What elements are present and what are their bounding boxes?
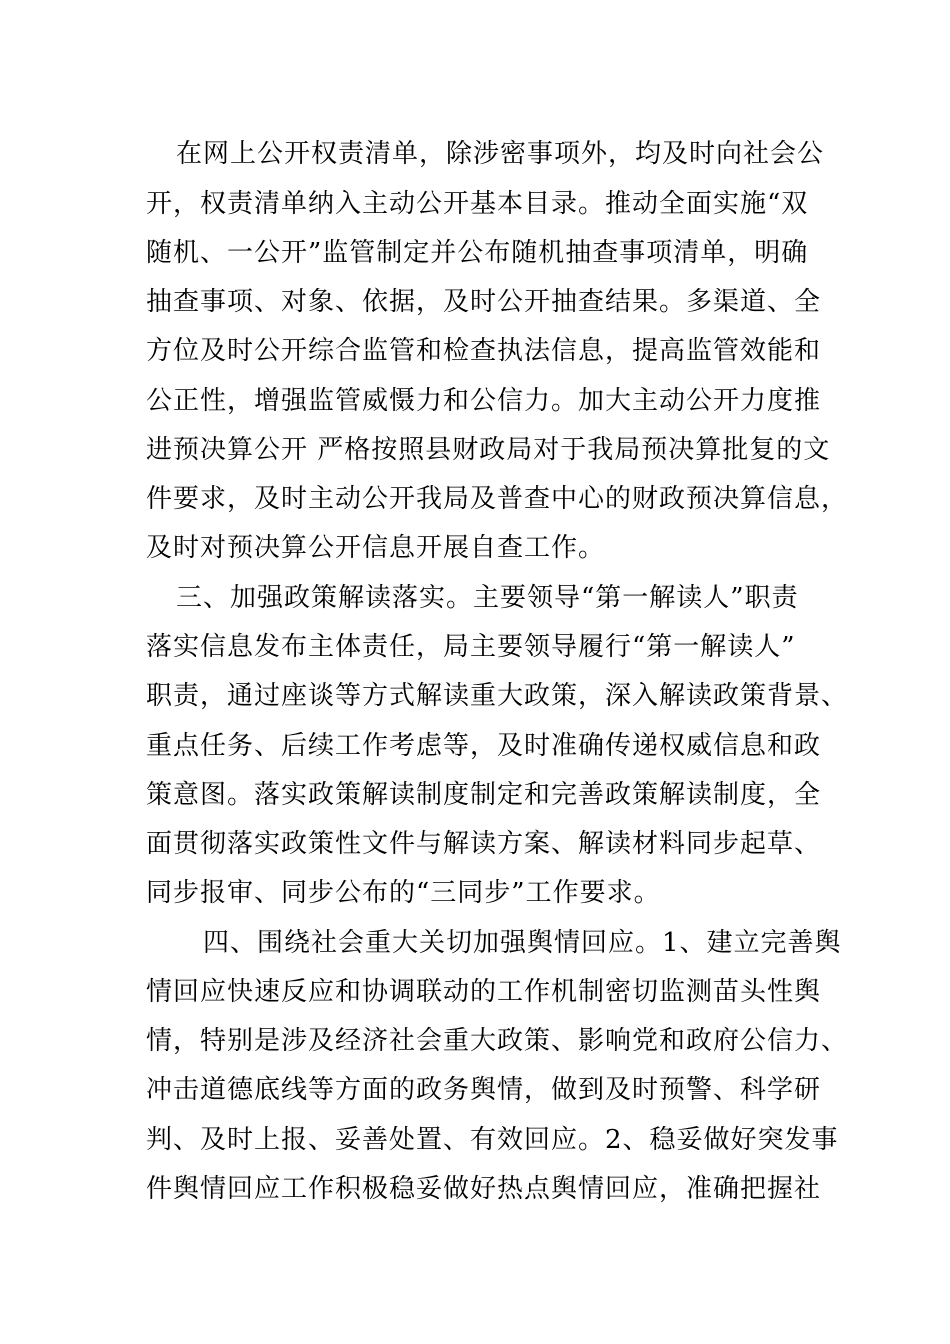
- text-line: 判、及时上报、妥善处置、有效回应。2、稳妥做好突发事: [146, 1125, 839, 1155]
- text-line: 三、加强政策解读落实。主要领导“第一解读人”职责: [176, 583, 799, 613]
- text-line: 四、围绕社会重大关切加强舆情回应。1、建立完善舆: [203, 928, 842, 958]
- text-line: 同步报审、同步公布的“三同步”工作要求。: [146, 878, 661, 908]
- text-line: 职责，通过座谈等方式解读重大政策，深入解读政策背景、: [146, 681, 849, 711]
- text-line: 情，特别是涉及经济社会重大政策、影响党和政府公信力、: [146, 1026, 849, 1056]
- text-line: 方位及时公开综合监管和检查执法信息，提高监管效能和: [146, 336, 822, 366]
- text-line: 冲击道德底线等方面的政务舆情，做到及时预警、科学研: [146, 1075, 822, 1105]
- text-line: 抽查事项、对象、依据，及时公开抽查结果。多渠道、全: [146, 287, 822, 317]
- text-line: 公正性，增强监管威慑力和公信力。加大主动公开力度推: [146, 386, 822, 416]
- text-line: 在网上公开权责清单，除涉密事项外，均及时向社会公: [176, 139, 825, 169]
- text-line: 情回应快速反应和协调联动的工作机制密切监测苗头性舆: [146, 977, 822, 1007]
- text-line: 策意图。落实政策解读制度制定和完善政策解读制度，全: [146, 780, 822, 810]
- text-line: 面贯彻落实政策性文件与解读方案、解读材料同步起草、: [146, 829, 822, 859]
- text-line: 落实信息发布主体责任，局主要领导履行“第一解读人”: [146, 632, 796, 662]
- text-line: 及时对预决算公开信息开展自查工作。: [146, 533, 606, 563]
- text-line: 进预决算公开 严格按照县财政局对于我局预决算批复的文: [146, 435, 831, 465]
- text-line: 件舆情回应工作积极稳妥做好热点舆情回应，准确把握社: [146, 1174, 822, 1204]
- text-line: 开，权责清单纳入主动公开基本目录。推动全面实施“双: [146, 189, 809, 219]
- text-line: 重点任务、后续工作考虑等，及时准确传递权威信息和政: [146, 731, 822, 761]
- text-line: 随机、一公开”监管制定并公布随机抽查事项清单，明确: [146, 238, 809, 268]
- text-line: 件要求，及时主动公开我局及普查中心的财政预决算信息，: [146, 484, 849, 514]
